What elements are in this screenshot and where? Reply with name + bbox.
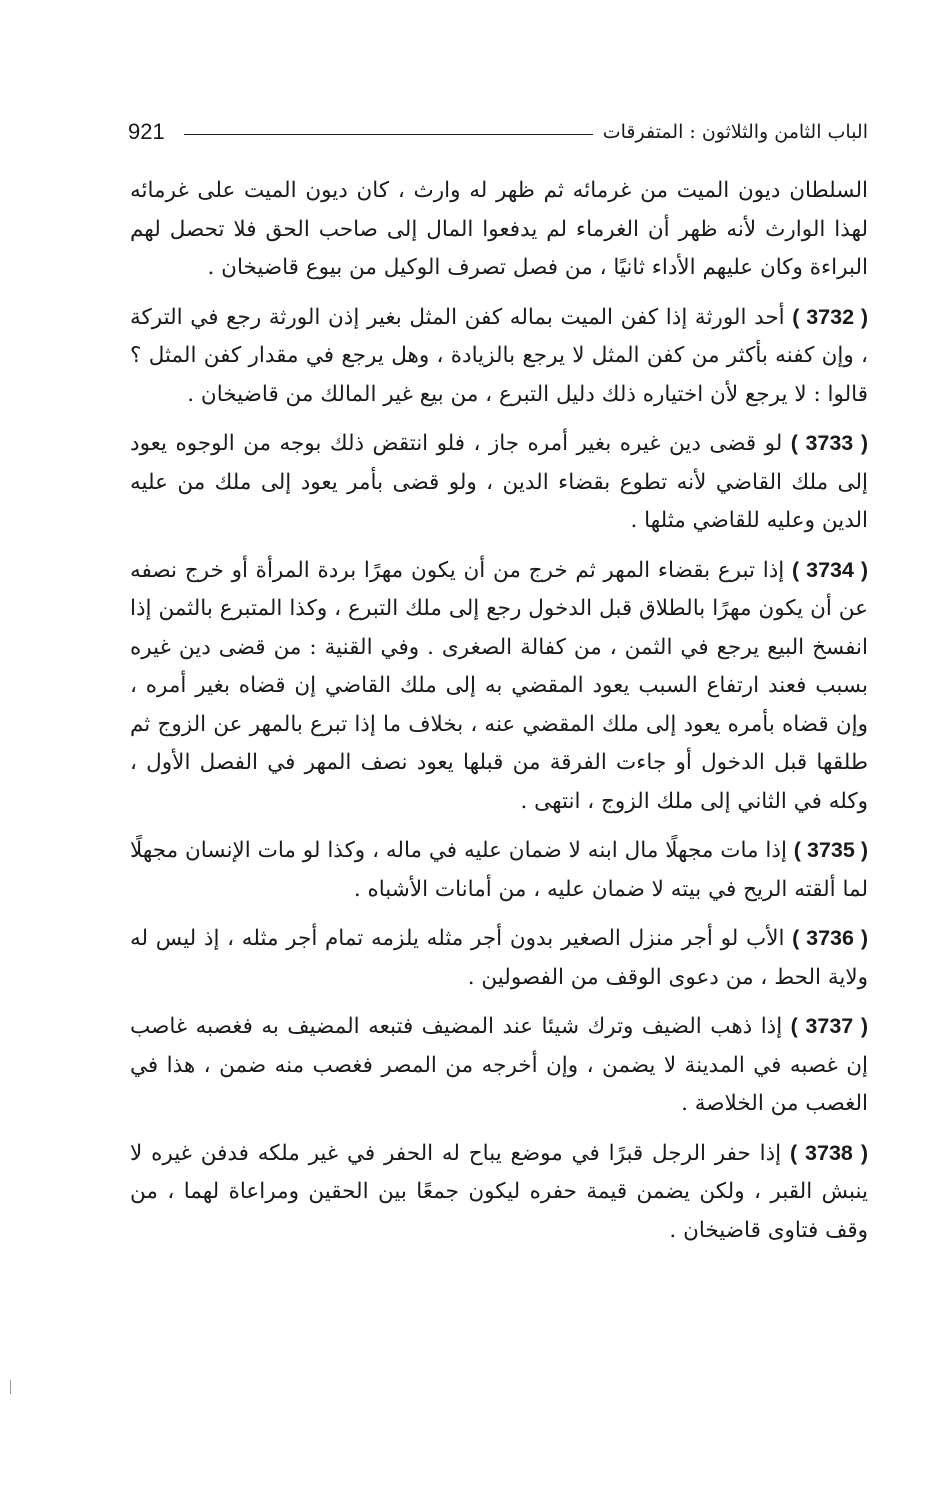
paragraph-text: السلطان ديون الميت من غرمائه ثم ظهر له وارث ، كان ديون الميت على غرمائه لهذا الوارث لأنه ظهر أن الغرماء لم يدفعوا المال إلى صاحب الحق فلا تحصل لهم البراءة وكان عليهم الأداء ثانيًا ، من فصل تصرف الوكيل من بيوع قاضيخان .: [130, 178, 868, 280]
paragraph-number: ( 3732 ): [792, 304, 868, 329]
paragraph-3732: [130, 298, 868, 415]
paragraph-3737: [130, 1007, 868, 1124]
paragraph-number: ( 3737 ): [790, 1014, 869, 1038]
paragraph-continuation: [130, 172, 868, 288]
paragraph-text: إذا حفر الرجل قبرًا في موضع يباح له الحفر في غير ملكه فدفن غيره لا ينبش القبر ، ولكن يضمن قيمة حفره ليكون جمعًا بين الحقين ومراعاة لهما ، من وقف فتاوى قاضيخان .: [130, 1140, 868, 1243]
paragraph-number: ( 3738 ): [789, 1140, 868, 1165]
paragraph-number: ( 3733 ): [790, 431, 869, 455]
paragraph-text: الأب لو أجر منزل الصغير بدون أجر مثله يلزمه تمام أجر مثله ، إذ ليس له ولاية الحط ، من دعوى الوقف من الفصولين .: [130, 926, 868, 990]
page-header: [128, 112, 868, 152]
paragraph-number: ( 3734 ): [792, 557, 869, 582]
paragraph-3733: [130, 424, 868, 541]
paragraph-3736: [130, 919, 868, 997]
paragraph-text: إذا مات مجهلًا مال ابنه لا ضمان عليه في ماله ، وكذا لو مات الإنسان مجهلًا لما ألقته الريح في بيته لا ضمان عليه ، من أمانات الأشباه .: [130, 838, 868, 902]
paragraph-text: إذا تبرع بقضاء المهر ثم خرج من أن يكون مهرًا بردة المرأة أو خرج نصفه عن أن يكون مهرًا بالطلاق قبل الدخول رجع إلى ملك التبرع ، وكذا المتبرع بالثمن إذا انفسخ البيع يرجع في الثمن ، من كفالة الصغرى . وفي القنية : من قضى دين غيره بسبب فعند ارتفاع السبب يعود المقضي به إلى ملك القاضي إن قضاه بغير أمره ، وإن قضاه بأمره يعود إلى ملك المقضي عنه ، بخلاف ما إذا تبرع بالمهر عن الزوج ثم طلقها قبل الدخول أو جاءت الفرقة من قبلها يعود نصف المهر في الفصل الأول ، وكله في الثاني إلى ملك الزوج ، انتهى .: [130, 557, 868, 814]
paragraph-text: إذا ذهب الضيف وترك شيئا عند المضيف فتبعه المضيف به فغصبه غاصب إن غصبه في المدينة لا يضمن ، وإن أخرجه من المصر فغصب منه ضمن ، هذا في الغصب من الخلاصة .: [130, 1014, 868, 1116]
paragraph-number: ( 3735 ): [793, 838, 868, 862]
scan-edge-mark: [10, 1380, 11, 1394]
paragraph-3738: [130, 1134, 868, 1251]
paragraph-text: لو قضى دين غيره بغير أمره جاز ، فلو انتقض ذلك بوجه من الوجوه يعود إلى ملك القاضي لأنه تطوع بقضاء الدين ، ولو قضى بأمر يعود إلى ملك من عليه الدين وعليه للقاضي مثلها .: [130, 431, 868, 533]
body-text: [130, 172, 868, 1250]
page-number: 921: [128, 119, 165, 144]
paragraph-text: أحد الورثة إذا كفن الميت بماله كفن المثل بغير إذن الورثة رجع في التركة ، وإن كفنه بأكثر من كفن المثل لا يرجع بالزيادة ، وهل يرجع في مقدار كفن المثل ؟ قالوا : لا يرجع لأن اختياره ذلك دليل التبرع ، من بيع غير المالك من قاضيخان .: [130, 304, 868, 407]
paragraph-number: ( 3736 ): [792, 926, 868, 950]
paragraph-3734: [130, 551, 868, 822]
paragraph-3735: [130, 831, 868, 909]
running-title: الباب الثامن والثلاثون : المتفرقات: [602, 121, 868, 143]
header-rule: [184, 134, 593, 135]
